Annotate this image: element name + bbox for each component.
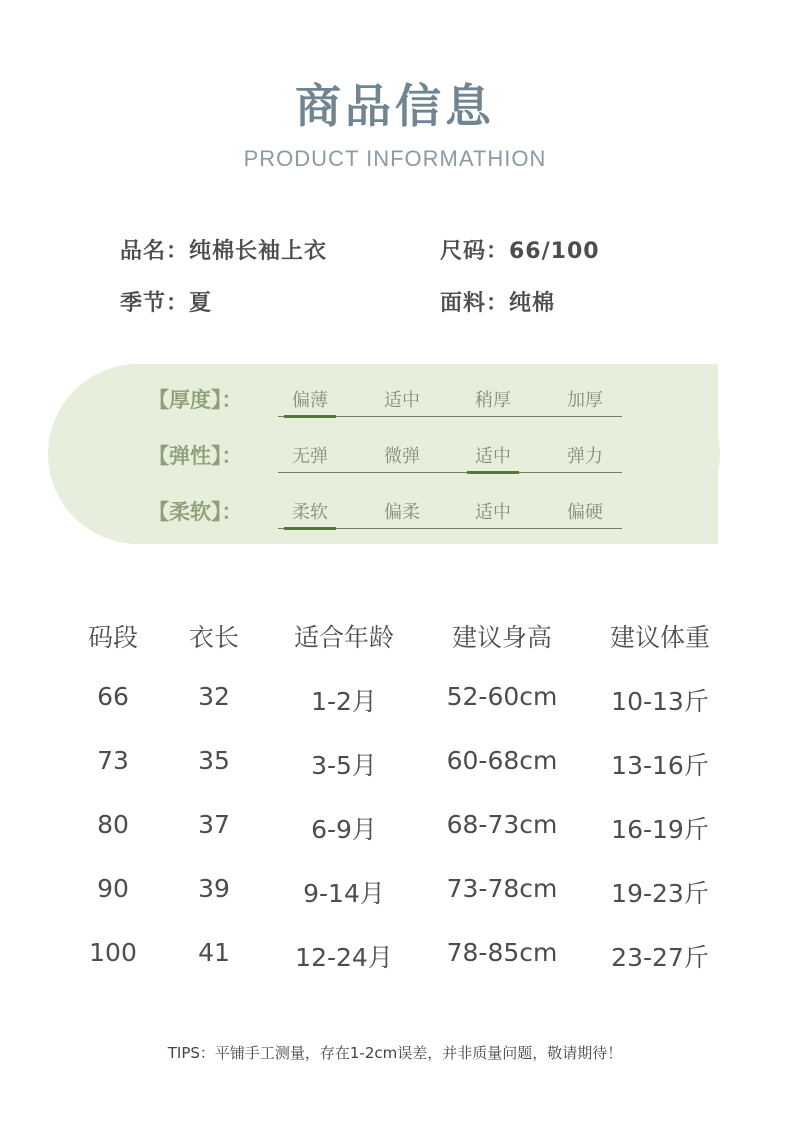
attribute-label: 【厚度】： xyxy=(148,388,243,412)
attribute-option: 偏柔 xyxy=(384,502,420,523)
attribute-options xyxy=(278,442,622,473)
table-cell: 1-2月 xyxy=(311,687,377,716)
table-cell: 78-85cm xyxy=(446,938,558,967)
table-cell: 32 xyxy=(198,682,230,711)
attribute-option-selected: 偏薄 xyxy=(282,386,338,412)
attribute-option: 适中 xyxy=(475,502,511,523)
table-header-cell: 衣长 xyxy=(188,623,239,652)
table-cell: 60-68cm xyxy=(446,746,558,775)
table-cell: 73 xyxy=(97,746,129,775)
table-cell: 10-13斤 xyxy=(611,687,709,716)
table-cell: 19-23斤 xyxy=(611,879,709,908)
table-cell: 90 xyxy=(97,874,129,903)
product-name: 品名：纯棉长袖上衣 xyxy=(120,239,328,264)
table-cell: 66 xyxy=(97,682,129,711)
attribute-option: 无弹 xyxy=(292,446,328,467)
table-cell: 73-78cm xyxy=(446,874,558,903)
page-subtitle: PRODUCT INFORMATHION xyxy=(243,146,547,171)
table-header-cell: 码段 xyxy=(87,623,138,652)
attribute-option: 适中 xyxy=(384,390,420,411)
table-cell: 41 xyxy=(198,938,230,967)
attribute-option-selected: 柔软 xyxy=(282,498,338,524)
table-cell: 23-27斤 xyxy=(611,943,709,972)
attribute-options xyxy=(278,498,622,529)
table-cell: 35 xyxy=(198,746,230,775)
table-header-cell: 建议体重 xyxy=(609,623,710,652)
product-season: 季节：夏 xyxy=(120,291,213,316)
attribute-option: 微弹 xyxy=(384,446,420,467)
attribute-label: 【柔软】： xyxy=(148,500,243,524)
attribute-option: 偏硬 xyxy=(567,502,603,523)
table-cell: 13-16斤 xyxy=(611,751,709,780)
table-cell: 39 xyxy=(198,874,230,903)
attribute-option: 加厚 xyxy=(567,390,603,411)
table-cell: 9-14月 xyxy=(303,879,385,908)
attribute-option: 弹力 xyxy=(567,446,603,467)
table-cell: 52-60cm xyxy=(446,682,558,711)
attribute-label: 【弹性】： xyxy=(148,444,243,468)
table-cell: 12-24月 xyxy=(295,943,393,972)
table-cell: 16-19斤 xyxy=(611,815,709,844)
table-cell: 37 xyxy=(198,810,230,839)
product-size: 尺码：66/100 xyxy=(440,239,600,264)
tips-note: TIPS：平铺手工测量，存在1-2cm误差，并非质量问题，敬请期待！ xyxy=(167,1044,623,1062)
attribute-options xyxy=(278,386,622,417)
table-header-cell: 适合年龄 xyxy=(293,623,394,652)
attribute-option: 稍厚 xyxy=(475,390,511,411)
product-fabric: 面料：纯棉 xyxy=(440,291,556,316)
page-title: 商品信息 xyxy=(295,79,495,133)
table-cell: 68-73cm xyxy=(446,810,558,839)
table-cell: 3-5月 xyxy=(311,751,377,780)
table-cell: 100 xyxy=(89,938,137,967)
table-cell: 80 xyxy=(97,810,129,839)
table-cell: 6-9月 xyxy=(311,815,377,844)
table-header-cell: 建议身高 xyxy=(451,623,552,652)
attribute-option-selected: 适中 xyxy=(465,442,521,468)
